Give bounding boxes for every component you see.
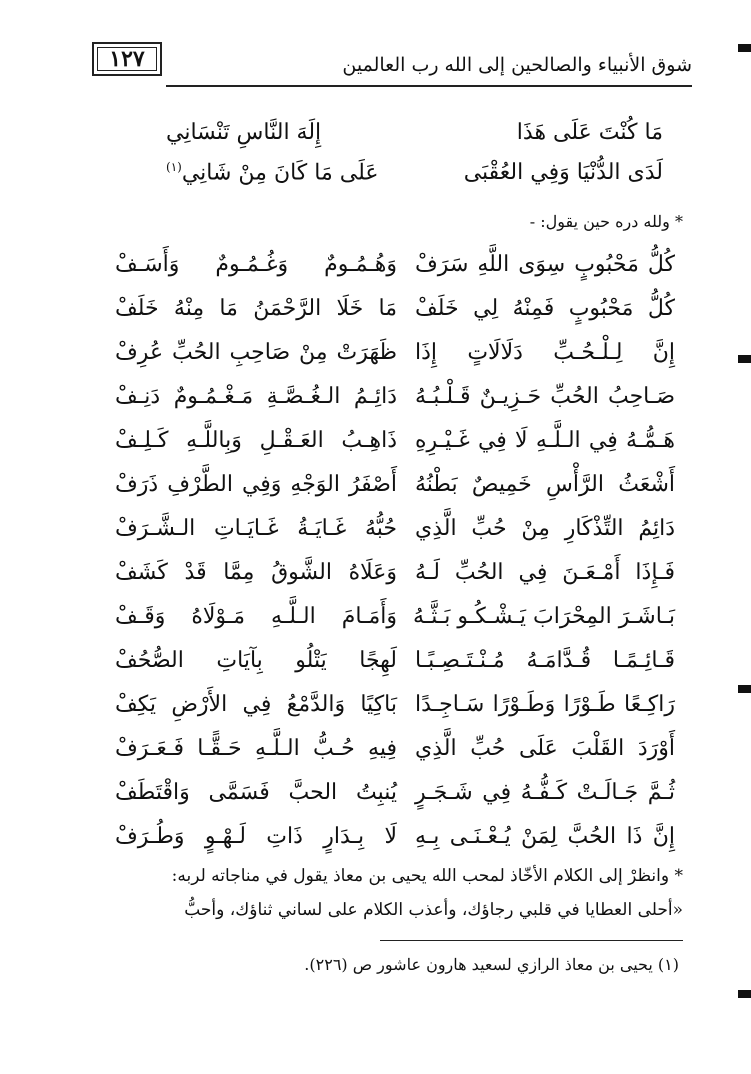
verse-first-hemistich: إِنَّ ذَا الحُبَّ لِمَنْ يُـعْـنَـى بِـهِ: [415, 824, 675, 849]
page-number: ١٢٧: [109, 46, 145, 72]
intro-verse: [166, 160, 663, 196]
verse-second-hemistich: يُنبِتُ الحبَّ فَسَمَّى وَاقْتَطَفْ: [115, 780, 397, 805]
verse-first-hemistich: هَـمُّـهُ فِي الـلَّـهِ لَا فِي غَـيْـرِهِ: [415, 428, 675, 453]
margin-mark: [738, 355, 751, 363]
verse-second-hemistich: مَا خَلَا الرَّحْمَنُ مَا مِنْهُ خَلَفْ: [115, 296, 397, 321]
poem-verse: [115, 648, 675, 684]
verse-second-hemistich: ظَهَرَتْ مِنْ صَاحِبِ الحُبِّ عُرِفْ: [115, 340, 397, 365]
margin-mark: [738, 990, 751, 998]
verse-first-hemistich: قَـائِـمًـا قُـدَّامَـهُ مُـنْـتَـصِـبًـا: [415, 648, 675, 673]
verse-second-hemistich: ذَاهِـبُ العَـقْـلِ وَبِاللَّـهِ كَـلِـفْ: [115, 428, 397, 453]
poem-verse: [115, 604, 675, 640]
margin-mark: [738, 44, 751, 52]
verse-first-hemistich: كُلُّ مَحْبُوبٍ سِوَى اللَّهِ سَرَفْ: [415, 252, 675, 277]
verse-second-hemistich: إِلَهَ النَّاسِ تَنْسَانِي: [166, 120, 322, 145]
closing-paragraph-line: «أحلى العطايا في قلبي رجاؤك، وأعذب الكلام على لساني ثناؤك، وأحبُّ: [184, 900, 683, 920]
verse-second-hemistich: [166, 160, 379, 185]
poem-verse: [115, 692, 675, 728]
page-header: [92, 34, 692, 88]
verse-first-hemistich: مَا كُنْتَ عَلَى هَذَا: [516, 120, 663, 145]
page-number-frame: [92, 42, 162, 76]
verse-second-hemistich: بَاكِيًا وَالدَّمْعُ فِي الأَرْضِ يَكِفْ: [115, 692, 397, 717]
poem-verse: [115, 296, 675, 332]
footnote-reference: (١): [166, 160, 182, 174]
verse-first-hemistich: فَـإِذَا أَمْـعَـنَ فِي الحُبِّ لَـهُ: [415, 560, 675, 585]
verse-second-hemistich: لَهِجًا يَتْلُو بِآيَاتِ الصُّحُفْ: [115, 648, 397, 673]
running-title: شوق الأنبياء والصالحين إلى الله رب العالمين: [342, 54, 692, 76]
verse-first-hemistich: أَشْعَثُ الرَّأْسِ خَمِيصٌ بَطْنُهُ: [415, 472, 675, 497]
poem-verse: [115, 824, 675, 860]
verse-first-hemistich: صَـاحِبُ الحُبِّ حَـزِيـنٌ قَـلْـبُـهُ: [415, 384, 675, 409]
verse-second-hemistich: وَعَلَاهُ الشَّوقُ مِمَّا قَدْ كَشَفْ: [115, 560, 397, 585]
verse-first-hemistich: أَوْرَدَ القَلْبَ عَلَى حُبِّ الَّذِي: [415, 736, 675, 761]
verse-first-hemistich: كُلُّ مَحْبُوبٍ فَمِنْهُ لِي خَلَفْ: [415, 296, 675, 321]
verse-first-hemistich: دَائِمُ التِّذْكَارِ مِنْ حُبِّ الَّذِي: [415, 516, 675, 541]
poem-verse: [115, 472, 675, 508]
poem-verse: [115, 428, 675, 464]
footnote: (١) يحيى بن معاذ الرازي لسعيد هارون عاشور ص (٢٢٦).: [304, 955, 679, 974]
verse-first-hemistich: لَدَى الدُّنْيَا وَفِي العُقْبَى: [463, 160, 663, 185]
verse-text: عَلَى مَا كَانَ مِنْ شَانِي: [181, 160, 379, 186]
closing-paragraph-line: * وانظرْ إلى الكلام الأخّاذ لمحب الله يحيى بن معاذ يقول في مناجاته لربه:: [171, 866, 683, 886]
verse-first-hemistich: إِنَّ لِـلْـحُـبِّ دَلَالَاتٍ إِذَا: [415, 340, 675, 365]
poem-verse: [115, 516, 675, 552]
verse-second-hemistich: وَأَمَـامَ الـلَّـهِ مَـوْلَاهُ وَقَـفْ: [115, 604, 397, 629]
verse-first-hemistich: بَـاشَـرَ المِحْرَابَ يَـشْـكُـو بَـثَّـهُ: [412, 604, 675, 629]
header-rule: [166, 85, 692, 87]
poem-verse: [115, 560, 675, 596]
verse-second-hemistich: أَصْفَرُ الوَجْهِ وَفِي الطَّرْفِ ذَرَفْ: [115, 472, 397, 497]
verse-second-hemistich: دَائِـمُ الـغُـصَّـةِ مَـغْـمُـومٌ دَنِـفْ: [115, 384, 397, 409]
intro-verse: [166, 120, 663, 156]
verse-second-hemistich: وَهُـمُـومٌ وَغُـمُـومٌ وَأَسَـفْ: [115, 252, 397, 277]
margin-mark: [738, 685, 751, 693]
poem-verse: [115, 384, 675, 420]
poem-verse: [115, 340, 675, 376]
verse-first-hemistich: رَاكِـعًا طَـوْرًا وَطَـوْرًا سَـاجِـدًا: [415, 692, 675, 717]
footnote-separator: [380, 940, 683, 941]
poem-verse: [115, 736, 675, 772]
verse-second-hemistich: فِيهِ حُـبُّ الـلَّـهِ حَـقًّـا فَـعَـرَفْ: [115, 736, 397, 761]
verse-first-hemistich: ثُـمَّ جَـالَـتْ كَـفُّـهُ فِي شَـجَـرٍ: [415, 780, 675, 805]
verse-second-hemistich: لَا بِـدَارٍ ذَاتِ لَـهْـوٍ وَطُـرَفْ: [115, 824, 397, 849]
poem-verse: [115, 780, 675, 816]
intro-line: * ولله دره حين يقول: -: [529, 212, 683, 231]
poem-verse: [115, 252, 675, 288]
verse-second-hemistich: حُبُّهُ غَـايَـةُ غَـايَـاتِ الـشَّـرَفْ: [115, 516, 397, 541]
